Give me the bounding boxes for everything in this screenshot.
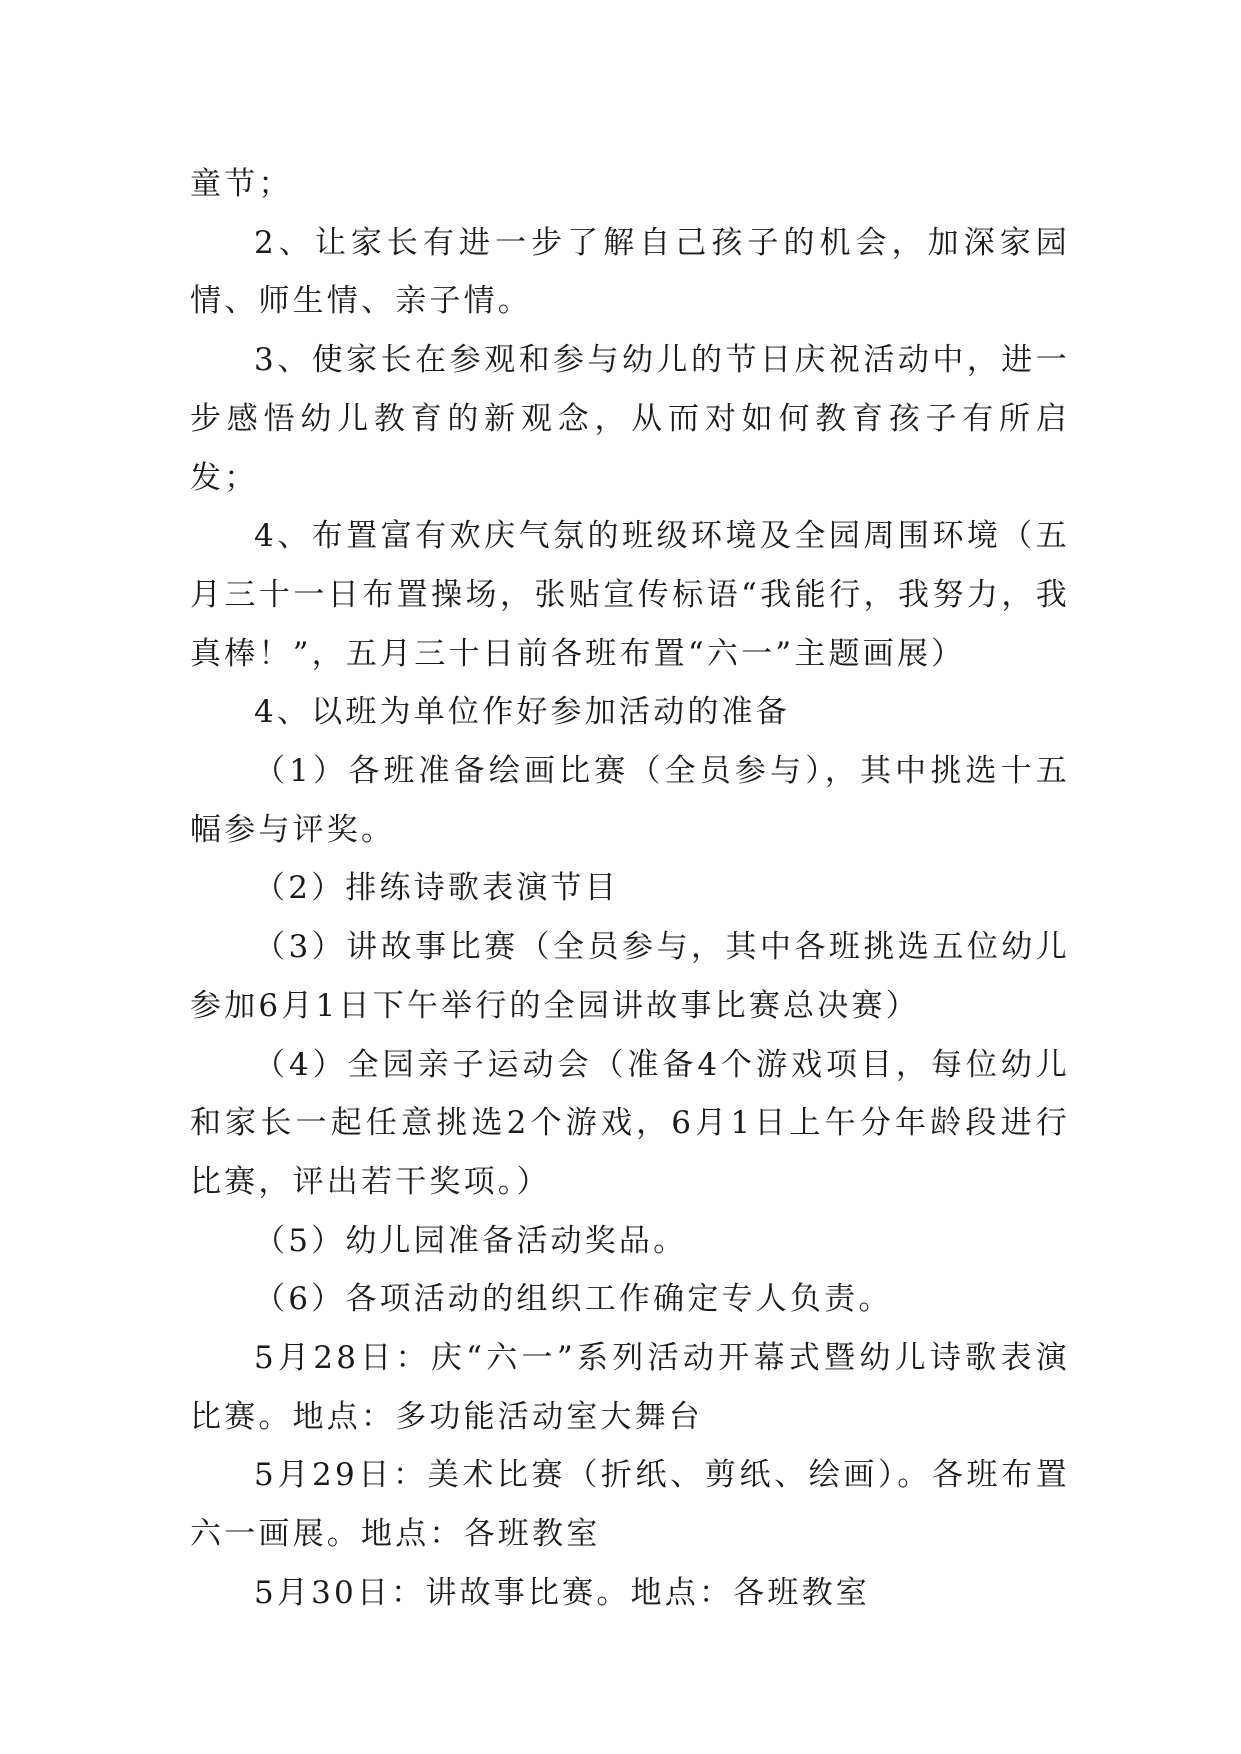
schedule-may-28: 5月28日：庆“六一”系列活动开幕式暨幼儿诗歌表演比赛。地点：多功能活动室大舞台: [190, 1340, 1070, 1435]
paragraph-item-3: 3、使家长在参观和参与幼儿的节日庆祝活动中，进一步感悟幼儿教育的新观念，从而对如何教育孩子有所启发；: [190, 342, 1070, 496]
paragraph-subitem-2: （2）排练诗歌表演节目: [254, 870, 619, 907]
body-text: [190, 155, 1070, 1623]
paragraph-item-2: 2、让家长有进一步了解自己孩子的机会，加深家园情、师生情、亲子情。: [190, 224, 1070, 320]
paragraph-item-4-environment: 4、布置富有欢庆气氛的班级环境及全园周围环境（五月三十一日布置操场，张贴宣传标语“我能行，我努力，我真棒！”，五月三十日前各班布置“六一”主题画展）: [190, 518, 1070, 672]
paragraph-subitem-6: （6）各项活动的组织工作确定专人负责。: [254, 1281, 893, 1318]
schedule-may-30: 5月30日：讲故事比赛。地点：各班教室: [254, 1574, 870, 1611]
schedule-may-29: 5月29日：美术比赛（折纸、剪纸、绘画）。各班布置六一画展。地点：各班教室: [190, 1457, 1070, 1553]
paragraph-subitem-3: （3）讲故事比赛（全员参与，其中各班挑选五位幼儿参加6月1日下午举行的全园讲故事比赛总决赛）: [190, 929, 1070, 1024]
paragraph-continuation: 童节；: [190, 166, 293, 202]
paragraph-item-4-preparation: 4、以班为单位作好参加活动的准备: [254, 694, 790, 731]
paragraph-subitem-5: （5）幼儿园准备活动奖品。: [254, 1222, 688, 1259]
paragraph-subitem-1: （1）各班准备绘画比赛（全员参与），其中挑选十五幅参与评奖。: [190, 753, 1070, 848]
paragraph-subitem-4: （4）全园亲子运动会（准备4个游戏项目，每位幼儿和家长一起任意挑选2个游戏，6月1日上午分年龄段进行比赛，评出若干奖项。）: [190, 1046, 1070, 1200]
